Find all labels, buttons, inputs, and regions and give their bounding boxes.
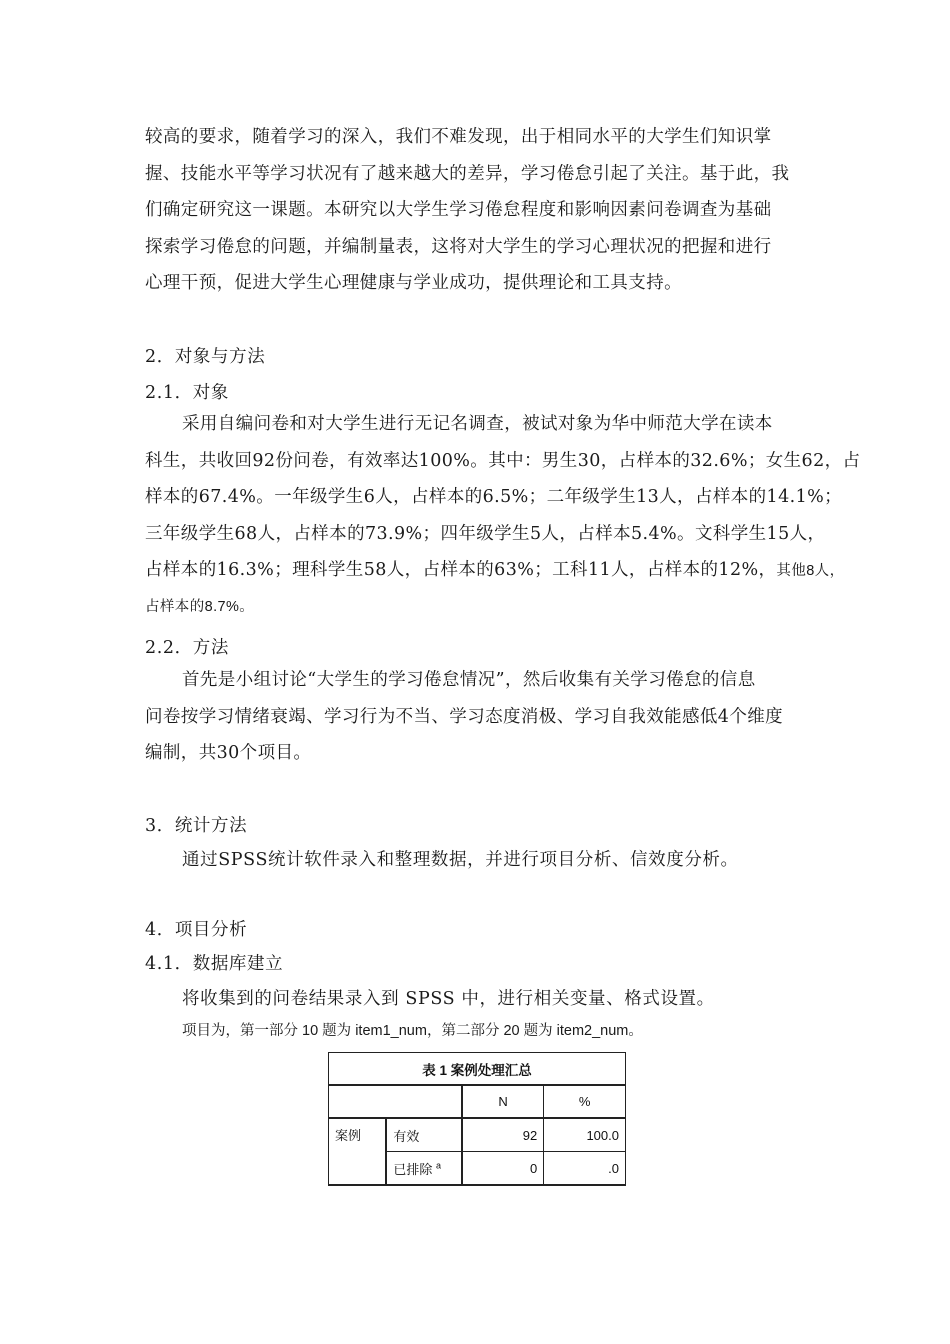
table-header-blank — [329, 1085, 463, 1118]
table-group-label: 案例 — [329, 1118, 387, 1185]
case-summary-table — [328, 1052, 626, 1186]
subjects-line-final: 占样本的8.7%。 — [145, 598, 255, 615]
intro-line: 探索学习倦怠的问题，并编制量表，这将对大学生的学习心理状况的把握和进行 — [145, 236, 772, 257]
subjects-line: 三年级学生68人，占样本的73.9%；四年级学生5人，占样本5.4%。文科学生15人， — [145, 523, 826, 544]
method-line: 编制，共30个项目。 — [145, 743, 312, 763]
intro-line: 较高的要求，随着学习的深入，我们不难发现，出于相同水平的大学生们知识掌 — [145, 127, 772, 147]
section-3-heading: 3．统计方法 — [145, 816, 248, 836]
table-caption: 表 1 案例处理汇总 — [329, 1053, 626, 1086]
section-2-2-heading: 2.2．方法 — [145, 638, 229, 658]
table-row-label — [386, 1152, 462, 1186]
intro-paragraph — [145, 119, 807, 302]
database-line: 将收集到的问卷结果录入到 SPSS 中，进行相关变量、格式设置。 — [182, 989, 715, 1009]
table-cell-pct: .0 — [544, 1152, 626, 1186]
method-line: 首先是小组讨论“大学生的学习倦怠情况”，然后收集有关学习倦怠的信息 — [182, 670, 756, 690]
method-paragraph — [145, 662, 807, 772]
section-2-1-heading: 2.1．对象 — [145, 383, 229, 403]
intro-line: 握、技能水平等学习状况有了越来越大的差异，学习倦怠引起了关注。基于此，我 — [145, 163, 790, 184]
intro-line: 心理干预，促进大学生心理健康与学业成功，提供理论和工具支持。 — [145, 273, 682, 293]
item-note: 项目为，第一部分 10 题为 item1_num，第二部分 20 题为 item2_num。 — [182, 1023, 643, 1039]
table-row-label-text: 已排除 — [393, 1161, 433, 1177]
subjects-line-tail: 其他8人， — [776, 563, 845, 579]
section-2-heading: 2．对象与方法 — [145, 347, 266, 367]
method-line: 问卷按学习情绪衰竭、学习行为不当、学习态度消极、学习自我效能感低4个维度 — [145, 706, 784, 727]
subjects-line: 样本的67.4%。一年级学生6人，占样本的6.5%；二年级学生13人，占样本的14.1%； — [145, 487, 843, 507]
table-header-pct: % — [544, 1085, 626, 1118]
table-header-n: N — [462, 1085, 544, 1118]
stat-method-line: 通过SPSS统计软件录入和整理数据，并进行项目分析、信效度分析。 — [182, 850, 739, 870]
subjects-line-text: 占样本的16.3%；理科学生58人，占样本的63%；工科11人，占样本的12%， — [145, 560, 777, 580]
subjects-paragraph — [145, 406, 861, 624]
subjects-line: 采用自编问卷和对大学生进行无记名调查，被试对象为华中师范大学在读本 — [182, 414, 773, 434]
section-4-heading: 4．项目分析 — [145, 920, 248, 940]
table-cell-n: 92 — [462, 1118, 544, 1152]
intro-line: 们确定研究这一课题。本研究以大学生学习倦怠程度和影响因素问卷调查为基础 — [145, 200, 772, 220]
section-4-1-heading: 4.1．数据库建立 — [145, 954, 284, 974]
table-cell-pct: 100.0 — [544, 1118, 626, 1152]
table-row-label: 有效 — [386, 1118, 462, 1152]
subjects-line: 科生，共收回92份问卷，有效率达100%。其中：男生30，占样本的32.6%；女生62，占 — [145, 450, 861, 471]
subjects-line — [145, 552, 845, 590]
table-footnote-mark: a — [435, 1160, 441, 1171]
table-cell-n: 0 — [462, 1152, 544, 1186]
